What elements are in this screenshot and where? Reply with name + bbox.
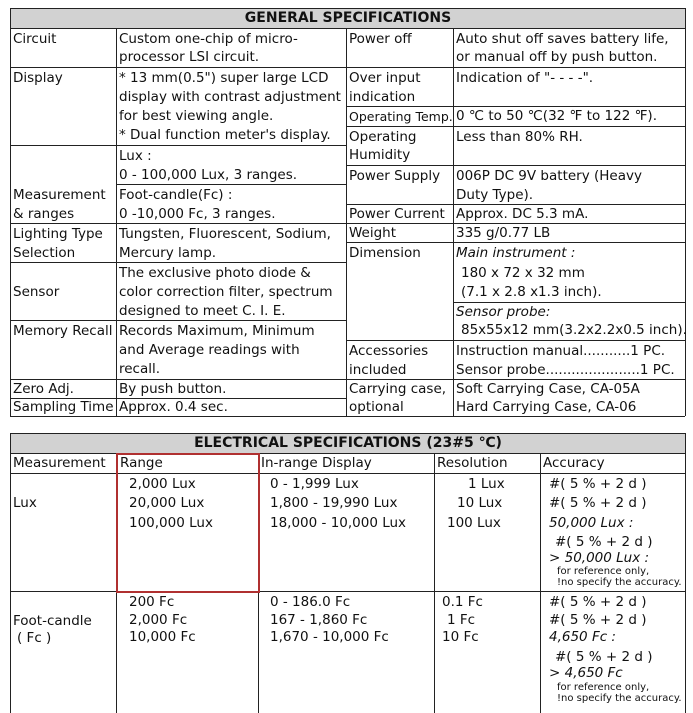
table-row-resolution: 1 Fc [447, 612, 476, 628]
lux-accuracy-note: for reference only, [557, 566, 650, 577]
dimension-label: Dimension [349, 245, 421, 261]
table-border [434, 453, 435, 713]
electrical-specifications-title: ELECTRICAL SPECIFICATIONS (23#5 ℃) [10, 433, 686, 454]
power-off-label: Power off [349, 31, 412, 47]
fc-accuracy-note: !no specify the accuracy. [557, 693, 682, 704]
circuit-label: Circuit [13, 31, 57, 47]
operating-humidity-label: Operating [349, 129, 417, 145]
lighting-type-label: Lighting Type [13, 226, 103, 242]
table-row-display: 1,670 - 10,000 Fc [270, 629, 389, 645]
circuit-value: processor LSI circuit. [119, 49, 260, 65]
table-row-resolution: 1 Lux [468, 476, 505, 492]
table-row-range: 100,000 Lux [129, 515, 213, 531]
operating-temp-label: Operating Temp. [349, 109, 453, 124]
table-row-display: 0 - 1,999 Lux [270, 476, 359, 492]
display-value: for best viewing angle. [119, 108, 274, 124]
row-divider [10, 473, 685, 474]
measurement-label: Measurement [13, 187, 106, 203]
power-off-value: or manual off by push button. [456, 49, 658, 65]
table-row-resolution: 0.1 Fc [442, 594, 483, 610]
fc-measurement-label: ( Fc ) [17, 630, 52, 646]
table-row-range: 2,000 Lux [129, 476, 196, 492]
fc-measurement-label: Foot-candle [13, 613, 92, 629]
over-input-label: indication [349, 89, 416, 105]
lux-heading: Lux : [119, 148, 152, 164]
display-label: Display [13, 70, 63, 86]
power-current-label: Power Current [349, 206, 445, 222]
operating-humidity-value: Less than 80% RH. [456, 129, 583, 145]
lighting-type-value: Tungsten, Fluorescent, Sodium, [119, 226, 331, 242]
table-border [453, 28, 454, 416]
weight-label: Weight [349, 225, 397, 241]
display-value: * 13 mm(0.5") super large LCD [119, 70, 329, 86]
power-off-value: Auto shut off saves battery life, [456, 31, 669, 47]
table-row-display: 1,800 - 19,990 Lux [270, 495, 398, 511]
memory-recall-value: Records Maximum, Minimum [119, 323, 315, 339]
lux-accuracy-note: !no specify the accuracy. [557, 577, 682, 588]
operating-humidity-label: Humidity [349, 147, 411, 163]
dimension-main-heading: Main instrument : [456, 245, 576, 261]
lighting-type-value: Mercury lamp. [119, 245, 217, 261]
lux-range: 0 - 100,000 Lux, 3 ranges. [119, 167, 298, 183]
table-row-accuracy: #( 5 % + 2 d ) [549, 594, 647, 610]
row-divider [346, 165, 685, 166]
sampling-time-value: Approx. 0.4 sec. [119, 399, 228, 415]
row-divider [10, 591, 685, 592]
header-resolution: Resolution [437, 455, 508, 471]
table-row-accuracy: #( 5 % + 2 d ) [549, 612, 647, 628]
power-supply-value: 006P DC 9V battery (Heavy [456, 168, 642, 184]
power-supply-label: Power Supply [349, 168, 441, 184]
accessories-label: included [349, 362, 407, 378]
lux-accuracy-heading: 50,000 Lux : [549, 515, 634, 531]
fc-accuracy-note: for reference only, [557, 682, 650, 693]
fc-heading: Foot-candle(Fc) : [119, 187, 233, 203]
accessories-value: Instruction manual...........1 PC. [456, 343, 666, 359]
lux-accuracy-heading: > 50,000 Lux : [549, 550, 650, 566]
display-value: * Dual function meter's display. [119, 127, 331, 143]
carrying-case-label: Carrying case, [349, 381, 447, 397]
table-row-resolution: 100 Lux [447, 515, 501, 531]
accessories-label: Accessories [349, 343, 429, 359]
dimension-probe-heading: Sensor probe: [456, 304, 551, 320]
memory-recall-value: and Average readings with [119, 342, 300, 358]
weight-value: 335 g/0.77 LB [456, 225, 551, 241]
lighting-type-label: Selection [13, 245, 76, 261]
carrying-case-label: optional [349, 399, 404, 415]
table-row-range: 20,000 Lux [129, 495, 205, 511]
display-value: display with contrast adjustment [119, 89, 341, 105]
row-divider [346, 340, 685, 341]
dimension-main-value: 180 x 72 x 32 mm [461, 265, 585, 281]
sensor-value: designed to meet C. I. E. [119, 303, 286, 319]
fc-range: 0 -10,000 Fc, 3 ranges. [119, 206, 276, 222]
header-accuracy: Accuracy [543, 455, 605, 471]
sensor-label: Sensor [13, 284, 60, 300]
zero-adj-value: By push button. [119, 381, 227, 397]
table-row-resolution: 10 Fc [442, 629, 479, 645]
table-row-display: 18,000 - 10,000 Lux [270, 515, 407, 531]
carrying-case-value: Hard Carrying Case, CA-06 [456, 399, 637, 415]
table-row-range: 2,000 Fc [129, 612, 188, 628]
table-border [540, 453, 541, 713]
lux-measurement-label: Lux [13, 495, 37, 511]
lux-accuracy-value: #( 5 % + 2 d ) [555, 534, 653, 550]
table-border [116, 28, 117, 416]
row-divider [346, 126, 685, 127]
table-border [685, 453, 686, 713]
row-divider [10, 67, 346, 68]
table-row-display: 0 - 186.0 Fc [270, 594, 351, 610]
table-row-accuracy: #( 5 % + 2 d ) [549, 476, 647, 492]
row-divider [346, 67, 685, 68]
sensor-value: The exclusive photo diode & [119, 265, 311, 281]
operating-temp-value: 0 ℃ to 50 ℃(32 ℉ to 122 ℉). [456, 108, 657, 124]
memory-recall-value: recall. [119, 361, 161, 377]
sensor-value: color correction filter, spectrum [119, 284, 333, 300]
accessories-value: Sensor probe......................1 PC. [456, 362, 675, 378]
table-border [10, 28, 11, 416]
fc-accuracy-heading: 4,650 Fc : [549, 629, 616, 645]
measurement-label: & ranges [13, 206, 75, 222]
circuit-value: Custom one-chip of micro- [119, 31, 298, 47]
zero-adj-label: Zero Adj. [13, 381, 74, 397]
fc-accuracy-heading: > 4,650 Fc [549, 665, 623, 681]
table-border [685, 28, 686, 416]
table-border [346, 28, 347, 416]
over-input-value: Indication of "- - - -". [456, 70, 594, 86]
row-divider [10, 145, 346, 146]
header-measurement: Measurement [13, 455, 106, 471]
table-row-range: 200 Fc [129, 594, 175, 610]
power-current-value: Approx. DC 5.3 mA. [456, 206, 589, 222]
power-supply-value: Duty Type). [456, 187, 534, 203]
table-row-range: 10,000 Fc [129, 629, 196, 645]
fc-accuracy-value: #( 5 % + 2 d ) [555, 649, 653, 665]
table-border [10, 453, 11, 713]
header-in-range-display: In-range Display [261, 455, 372, 471]
memory-recall-label: Memory Recall [13, 323, 113, 339]
table-row-resolution: 10 Lux [457, 495, 503, 511]
dimension-probe-value: 85x55x12 mm(3.2x2.2x0.5 inch). [461, 322, 687, 338]
table-row-accuracy: #( 5 % + 2 d ) [549, 495, 647, 511]
header-range: Range [120, 455, 163, 471]
dimension-main-value: (7.1 x 2.8 x1.3 inch). [461, 284, 602, 300]
table-row-display: 167 - 1,860 Fc [270, 612, 368, 628]
general-specifications-title: GENERAL SPECIFICATIONS [10, 8, 686, 29]
sampling-time-label: Sampling Time [13, 399, 114, 415]
carrying-case-value: Soft Carrying Case, CA-05A [456, 381, 640, 397]
over-input-label: Over input [349, 70, 421, 86]
